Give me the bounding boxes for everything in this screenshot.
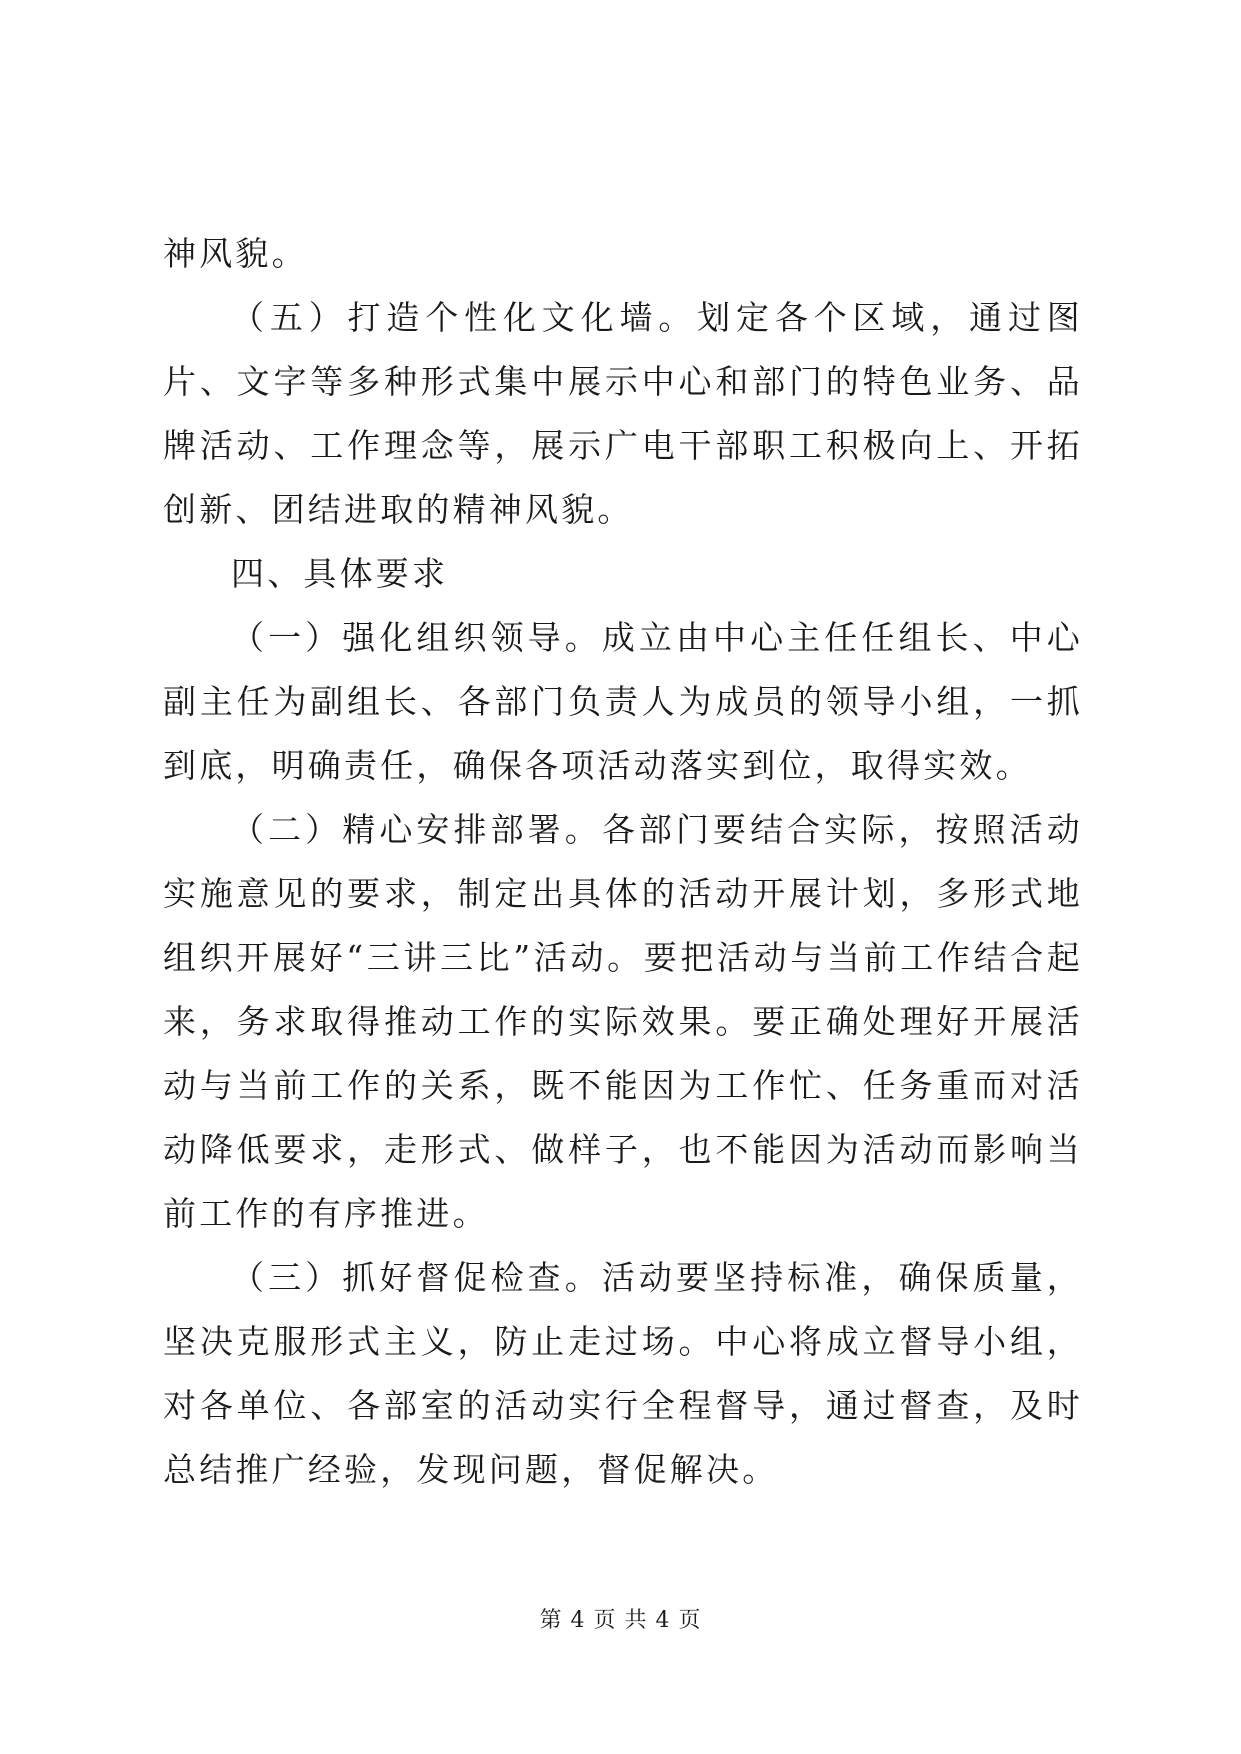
paragraph-supervision: （三）抓好督促检查。活动要坚持标准，确保质量，坚决克服形式主义，防止走过场。中心将成立督导小组，对各单位、各部室的活动实行全程督导，通过督查，及时总结推广经验，发现问题，督促解决。	[163, 1258, 1083, 1489]
paragraph-continuation: 神风貌。	[163, 234, 308, 273]
page-number: 第 4 页 共 4 页	[539, 1608, 702, 1633]
document-body	[163, 222, 1083, 1502]
section-heading-requirements: 四、具体要求	[231, 554, 449, 593]
paragraph-organization-leadership: （一）强化组织领导。成立由中心主任任组长、中心副主任为副组长、各部门负责人为成员的领导小组，一抓到底，明确责任，确保各项活动落实到位，取得实效。	[163, 618, 1083, 785]
paragraph-arrangement: （二）精心安排部署。各部门要结合实际，按照活动实施意见的要求，制定出具体的活动开展计划，多形式地组织开展好“三讲三比”活动。要把活动与当前工作结合起来，务求取得推动工作的实际效果。要正确处理好开展活动与当前工作的关系，既不能因为工作忙、任务重而对活动降低要求，走形式、做样子，也不能因为活动而影响当前工作的有序推进。	[163, 810, 1083, 1233]
paragraph-culture-wall: （五）打造个性化文化墙。划定各个区域，通过图片、文字等多种形式集中展示中心和部门的特色业务、品牌活动、工作理念等，展示广电干部职工积极向上、开拓创新、团结进取的精神风貌。	[163, 298, 1083, 529]
